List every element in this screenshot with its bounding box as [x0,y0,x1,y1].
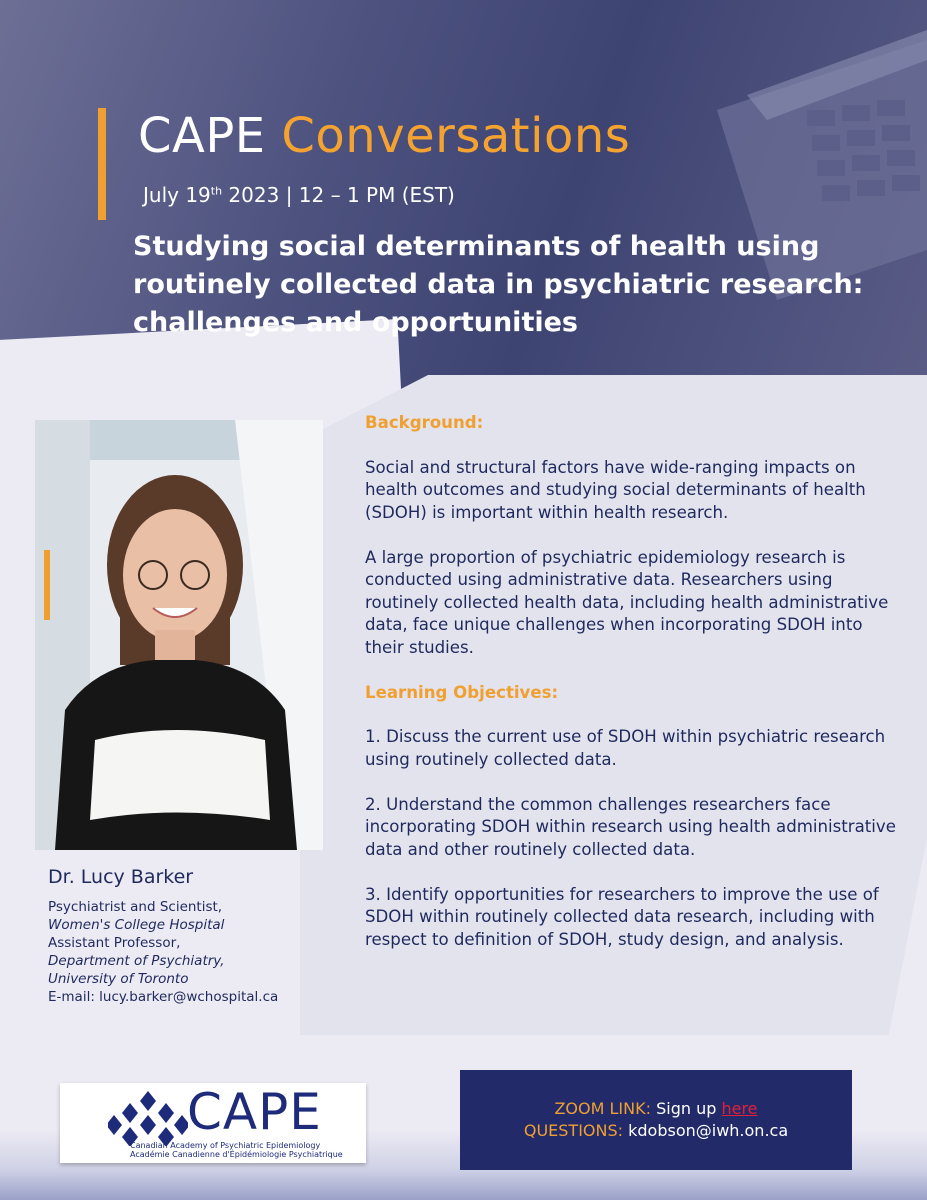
speaker-department: Department of Psychiatry, [48,953,225,969]
speaker-university: University of Toronto [48,971,189,987]
speaker-photo [35,420,323,850]
title-accent-bar [98,108,106,220]
zoom-signup-link[interactable]: here [721,1099,758,1118]
speaker-details [48,898,278,1006]
brand-cape: CAPE [138,108,266,164]
registration-box [460,1070,852,1170]
zoom-label: ZOOM LINK: [554,1099,651,1118]
questions-label: QUESTIONS: [523,1121,624,1140]
zoom-text: Sign up [656,1099,717,1118]
background-paragraph-1: Social and structural factors have wide-ranging impacts on health outcomes and studying social determinants of health (SDOH) is important within health research. [365,457,866,522]
speaker-portrait-image [35,420,323,850]
event-title: Studying social determinants of health using routinely collected data in psychiatric research: challenges and opportunities [133,231,864,338]
objective-item: 3. Identify opportunities for researchers to improve the use of SDOH within routinely collected data research, including with respect to definition of SDOH, study design, and analysis. [365,884,879,949]
speaker-role-2: Assistant Professor, [48,935,181,951]
speaker-role: Psychiatrist and Scientist, [48,899,223,915]
header-banner [0,0,927,405]
questions-line [524,1120,788,1142]
background-paragraph-2: A large proportion of psychiatric epidemiology research is conducted using administrative data. Researchers using routinely collected health data, including health administrative data, face unique challenges when incorporating SDOH into their studies. [365,547,889,657]
brand-conversations: Conversations [281,108,631,164]
maple-leaf-grid-icon [108,1091,188,1146]
objective-item: 1. Discuss the current use of SDOH within psychiatric research using routinely collected data. [365,727,886,769]
zoom-line [554,1098,757,1120]
event-date: July 19th 2023 | 12 – 1 PM (EST) [143,183,455,207]
photo-accent-bar [44,550,50,620]
logo-subtitle-en: Canadian Academy of Psychiatric Epidemiology [130,1141,321,1150]
speaker-institution: Women's College Hospital [48,917,225,933]
objectives-heading: Learning Objectives: [365,682,559,702]
logo-wordmark: CAPE [187,1083,322,1141]
objective-item: 2. Understand the common challenges researchers face incorporating SDOH within research using health administrative data and other routinely collected data. [365,794,896,859]
questions-email[interactable]: kdobson@iwh.on.ca [628,1121,789,1140]
speaker-email[interactable]: E-mail: lucy.barker@wchospital.ca [48,989,279,1005]
event-brand [138,108,631,164]
background-heading: Background: [365,413,484,432]
logo-subtitle-fr: Académie Canadienne d'Épidémiologie Psychiatrique [130,1150,343,1159]
description-column [365,412,905,974]
cape-logo [60,1083,366,1163]
speaker-name: Dr. Lucy Barker [48,866,194,888]
